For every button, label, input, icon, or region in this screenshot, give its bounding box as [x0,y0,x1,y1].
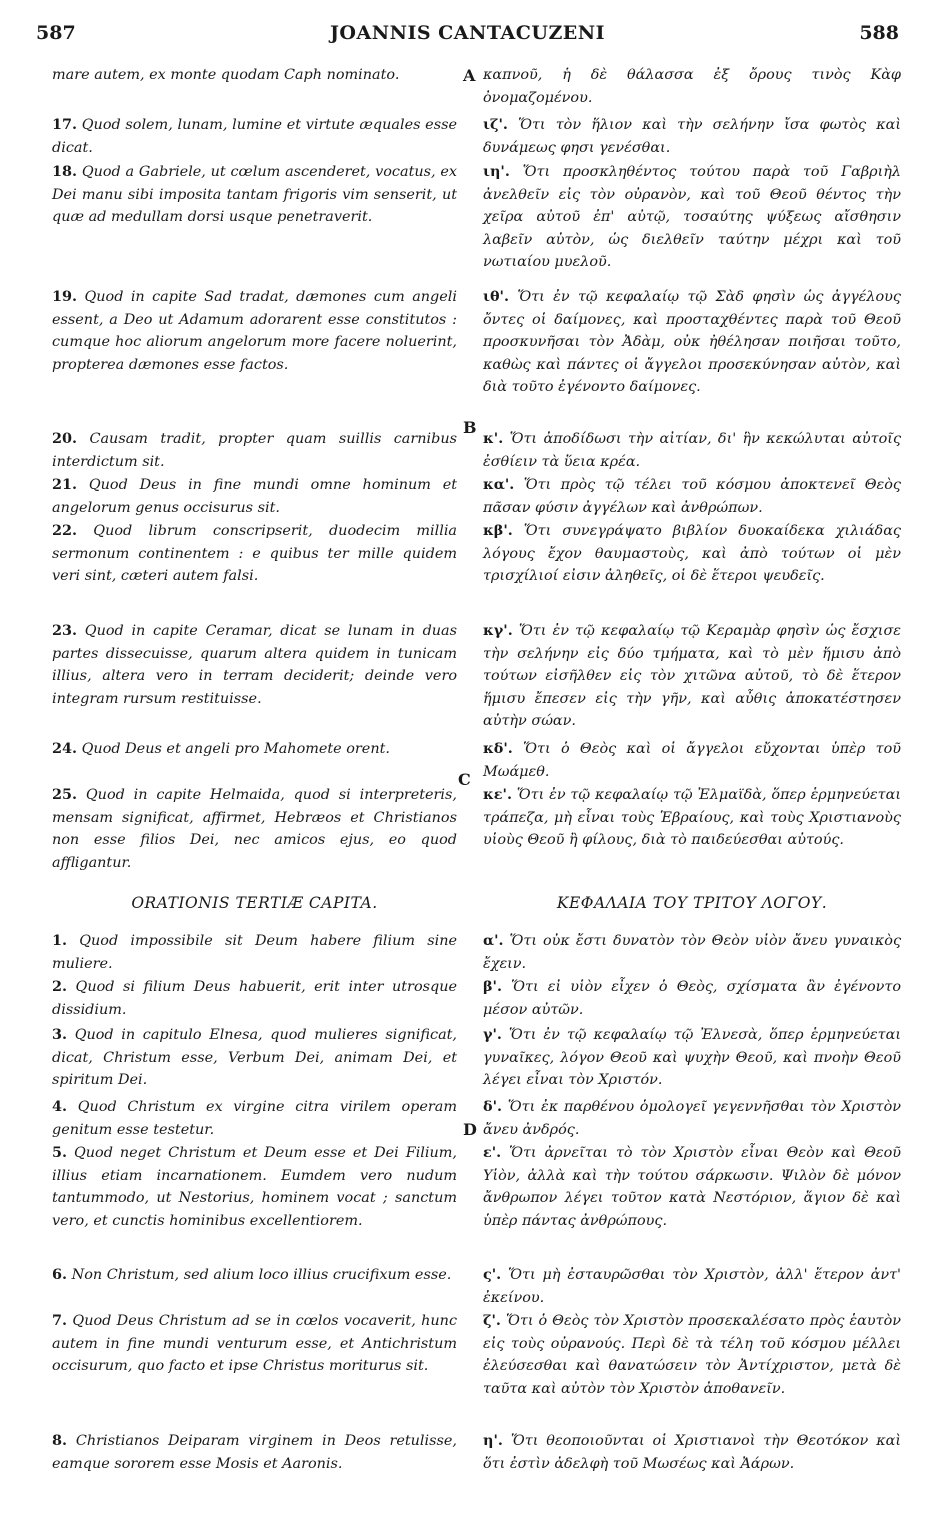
latin-entry [52,976,457,1021]
section-heading-greek: ΚΕΦΑΛΑΙΑ ΤΟΥ ΤΡΙΤΟΥ ΛΟΓΟΥ. [556,894,828,912]
greek-entry [483,161,901,274]
entry-text: Quod a Gabriele, ut cœlum ascenderet, vocatus, ex Dei manu sibi imposita tantam frigoris vim senserit, ut quæ ad medullam dorsi usque penetraverit. [52,164,457,225]
entry-text: Ὅτι συνεγράψατο βιβλίον δυοκαίδεκα χιλιάδας λόγους ἔχον θαυμαστοὺς, καὶ ἀπὸ τούτων οἱ μὲν τρισχίλιοί εἰσιν ἀληθεῖς, οἱ δὲ ἕτεροι ψευδεῖς. [483,523,901,584]
greek-entry [483,114,901,159]
running-header [36,22,899,52]
entry-text: Quod neget Christum et Deum esse et Dei Filium, illius etiam incarnationem. Eumdem vero nudum tantummodo, ut Nestorius, hominem vocat ; sanctum vero, et cunctis hominibus excellentiorem. [52,1145,457,1229]
section-heading-latin: ORATIONIS TERTIÆ CAPITA. [131,894,378,912]
entry-number: 19. [52,288,78,305]
greek-entry [483,1096,901,1141]
latin-entry [52,114,457,159]
entry-number: α'. [483,932,504,949]
entry-text: Quod Deus Christum ad se in cœlos vocaverit, hunc autem in fine mundi venturum esse, et Antichristum occisurum, quo facto et ipse Christus moriturus sit. [52,1313,457,1374]
entry-number: 2. [52,978,68,995]
latin-entry [52,474,457,519]
entry-number: ε'. [483,1144,502,1161]
entry-number: 20. [52,430,78,447]
entry-text: Ὅτι τὸν ἥλιον καὶ τὴν σελήνην ἴσα φωτὸς καὶ δυνάμεως φησι γενέσθαι. [483,117,901,156]
latin-entry [52,1096,457,1141]
entry-number: η'. [483,1432,503,1449]
latin-entry [52,286,457,376]
greek-entry [483,64,901,109]
entry-text: Ὅτι ἀποδίδωσι τὴν αἰτίαν, δι' ἣν κεκώλυται αὐτοῖς ἐσθίειν τὰ ὕεια κρέα. [483,431,902,470]
greek-entry [483,428,901,473]
entry-number: 6. [52,1266,68,1283]
greek-entry [483,1310,901,1400]
entry-text: Ὅτι οὐκ ἔστι δυνατὸν τὸν Θεὸν υἱὸν ἄνευ γυναικὸς ἔχειν. [483,933,901,972]
latin-entry [52,1142,457,1232]
greek-entry [483,520,901,588]
entry-text: Christianos Deiparam virginem in Deos retulisse, eamque sororem esse Mosis et Aaronis. [52,1433,457,1472]
entry-text: Ὅτι ἐν τῷ κεφαλαίῳ τῷ Ἐλμαϊδὰ, ὅπερ ἑρμηνεύεται τράπεζα, μὴ εἶναι τοὺς Ἑβραίους, καὶ τοὺς Χριστιανοὺς υἱοὺς Θεοῦ ἢ φίλους, διὰ τὸ παιδεύεσθαι αὐτούς. [483,787,901,848]
entry-number: κβ'. [483,522,513,539]
entry-number: γ'. [483,1026,502,1043]
latin-entry [52,1264,457,1287]
latin-entry [52,520,457,588]
greek-entry [483,976,901,1021]
latin-entry [52,1310,457,1378]
greek-entry [483,784,901,852]
margin-letter-a: A [463,66,476,85]
entry-number: ιζ'. [483,116,508,133]
entry-text: Quod in capite Sad tradat, dæmones cum angeli essent, a Deo ut Adamum adorarent esse constitutos : cumque hoc aliorum angelorum more facere noluerint, propterea dæmones esse factos. [52,289,457,373]
entry-text: Quod librum conscripserit, duodecim millia sermonum continentem : e quibus ter mille quidem veri sint, cæteri autem falsi. [52,523,458,584]
greek-entry [483,930,901,975]
entry-number: 17. [52,116,78,133]
entry-text: Ὅτι εἰ υἱὸν εἶχεν ὁ Θεὸς, σχίσματα ἂν ἐγένοντο μέσον αὐτῶν. [483,979,901,1018]
greek-entry [483,474,901,519]
greek-entry [483,1430,901,1475]
greek-entry [483,1264,901,1309]
entry-text: Non Christum, sed alium loco illius crucifixum esse. [71,1267,452,1283]
entry-text: Quod in capite Helmaida, quod si interpreteris, mensam significat, affirmet, Hebræos et Christianos non esse filios Dei, nec amicos ejus, eo quod affligantur. [52,787,457,871]
entry-number: ς'. [483,1266,502,1283]
entry-text: Quod Deus in fine mundi omne hominum et angelorum genus occisurus sit. [52,477,457,516]
entry-number: δ'. [483,1098,503,1115]
entry-number: 5. [52,1144,68,1161]
margin-letter-d: D [463,1120,477,1139]
latin-entry [52,620,457,710]
latin-entry [52,1430,457,1475]
greek-entry [483,286,901,399]
margin-letter-b: B [463,418,477,437]
entry-text: Ὅτι θεοποιοῦνται οἱ Χριστιανοὶ τὴν Θεοτόκον καὶ ὅτι ἐστὶν ἀδελφὴ τοῦ Μωσέως καὶ Ἀάρων. [483,1433,902,1472]
entry-text: Quod impossibile sit Deum habere filium sine muliere. [52,933,457,972]
entry-text: Ὅτι ἀρνεῖται τὸ τὸν Χριστὸν εἶναι Θεὸν καὶ Θεοῦ Υἱὸν, ἀλλὰ καὶ τὴν τούτου σάρκωσιν. Ψιλὸν δὲ μόνον ἄνθρωπον λέγει τοῦτον κατὰ Νεστόριον, ἅγιον δὲ καὶ ὑπὲρ πάντας ἀνθρώπους. [483,1145,902,1229]
entry-text: Ὅτι πρὸς τῷ τέλει τοῦ κόσμου ἀποκτενεῖ Θεὸς πᾶσαν φύσιν ἀγγέλων καὶ ἀνθρώπων. [483,477,901,516]
entry-text: Ὅτι ὁ Θεὸς τὸν Χριστὸν προσεκαλέσατο πρὸς ἑαυτὸν εἰς τοὺς οὐρανούς. Περὶ δὲ τὰ τέλη τοῦ κόσμου μέλλει ἐλεύσεσθαι καὶ θανατώσειν τὸν Ἀντίχριστον, μετὰ δὲ ταῦτα καὶ αὐτὸν τὸν Χριστὸν ἀποθανεῖν. [483,1313,901,1397]
entry-number: 25. [52,786,78,803]
entry-text: Quod Christum ex virgine citra virilem operam genitum esse testetur. [52,1099,458,1138]
entry-text: Ὅτι ἐν τῷ κεφαλαίῳ τῷ Κεραμὰρ φησὶν ὡς ἔσχισε τὴν σελήνην εἰς δύο τμήματα, καὶ τὸ μὲν ἥμισυ ἀπὸ τούτων εἰσῆλθεν εἰς τὸν χιτῶνα αὐτοῦ, τὸ δὲ ἕτερον ἥμισυ ἔπεσεν εἰς τὴν γῆν, καὶ αὖθις ἀποκατέστησεν αὐτὴν σώαν. [483,623,901,729]
greek-entry [483,1142,901,1232]
running-title: JOANNIS CANTACUZENI [329,22,606,44]
entry-text: Quod in capitulo Elnesa, quod mulieres significat, dicat, Christum esse, Verbum Dei, animam Dei, et spiritum Dei. [52,1027,458,1088]
entry-text: Quod si filium Deus habuerit, erit inter utrosque dissidium. [52,979,457,1018]
entry-number: ζ'. [483,1312,501,1329]
entry-number: 22. [52,522,78,539]
latin-entry [52,738,457,761]
entry-number: 18. [52,163,78,180]
entry-text: mare autem, ex monte quodam Caph nominato. [52,67,400,83]
entry-number: 21. [52,476,78,493]
entry-text: Ὅτι ὁ Θεὸς καὶ οἱ ἄγγελοι εὔχονται ὑπὲρ τοῦ Μωάμεθ. [483,741,901,780]
entry-number: 23. [52,622,78,639]
entry-number: κδ'. [483,740,513,757]
entry-number: κε'. [483,786,512,803]
entry-number: κα'. [483,476,515,493]
entry-text: Quod solem, lunam, lumine et virtute æquales esse dicat. [52,117,457,156]
entry-text: Ὅτι μὴ ἐσταυρῶσθαι τὸν Χριστὸν, ἀλλ' ἕτερον ἀντ' ἐκείνου. [483,1267,901,1306]
entry-number: κ'. [483,430,504,447]
entry-number: 8. [52,1432,68,1449]
entry-text: Ὅτι ἐκ παρθένου ὁμολογεῖ γεγεννῆσθαι τὸν Χριστὸν ἄνευ ἀνδρός. [483,1099,901,1138]
page-number-left: 587 [36,22,76,44]
entry-text: Ὅτι προσκληθέντος τούτου παρὰ τοῦ Γαβριὴλ ἀνελθεῖν εἰς τὸν οὐρανὸν, καὶ τοῦ Θεοῦ θέντος τὴν χεῖρα αὐτοῦ ἐπ' αὐτῷ, τοσαύτης ψύξεως αἴσθησιν λαβεῖν αὐτὸν, ὡς διελθεῖν ταύτην μέχρι καὶ τοῦ νωτιαίου μυελοῦ. [483,164,901,270]
entry-text: Quod Deus et angeli pro Mahomete orent. [81,741,390,757]
margin-letter-c: C [458,770,471,789]
entry-number: 3. [52,1026,68,1043]
entry-number: ιη'. [483,163,510,180]
greek-entry [483,738,901,783]
entry-number: 7. [52,1312,68,1329]
latin-entry [52,428,457,473]
entry-text: Ὅτι ἐν τῷ κεφαλαίῳ τῷ Σὰδ φησὶν ὡς ἀγγέλους ὄντες οἱ δαίμονες, καὶ προσταχθέντες παρὰ τοῦ Θεοῦ προσκυνῆσαι τὸν Ἀδὰμ, οὐκ ἠθέλησαν ποιῆσαι τοῦτο, καθὼς καὶ πάντες οἱ ἄγγελοι προσεκύνησαν αὐτὸν, καὶ διὰ τοῦτο ἐγένοντο δαίμονες. [483,289,901,395]
entry-text: Ὅτι ἐν τῷ κεφαλαίῳ τῷ Ἐλνεσὰ, ὅπερ ἑρμηνεύεται γυναῖκες, λόγον Θεοῦ καὶ ψυχὴν Θεοῦ, καὶ πνοὴν Θεοῦ λέγει εἶναι τὸν Χριστόν. [483,1027,901,1088]
entry-text: καπνοῦ, ἡ δὲ θάλασσα ἐξ ὄρους τινὸς Κὰφ ὀνομαζομένου. [483,67,901,106]
entry-text: Causam tradit, propter quam suillis carnibus interdictum sit. [52,431,457,470]
latin-entry [52,64,457,87]
entry-number: ιθ'. [483,288,509,305]
page-number-right: 588 [859,22,899,44]
entry-text: Quod in capite Ceramar, dicat se lunam in duas partes dissecuisse, quarum altera quidem in tunicam illius, altera vero in terram deciderit; deinde vero integram rursum restituisse. [52,623,458,707]
greek-entry [483,620,901,733]
entry-number: 1. [52,932,68,949]
latin-entry [52,1024,457,1092]
entry-number: β'. [483,978,502,995]
latin-entry [52,161,457,229]
latin-entry [52,930,457,975]
entry-number: 4. [52,1098,68,1115]
entry-number: κγ'. [483,622,513,639]
greek-entry [483,1024,901,1092]
latin-entry [52,784,457,874]
entry-number: 24. [52,740,78,757]
